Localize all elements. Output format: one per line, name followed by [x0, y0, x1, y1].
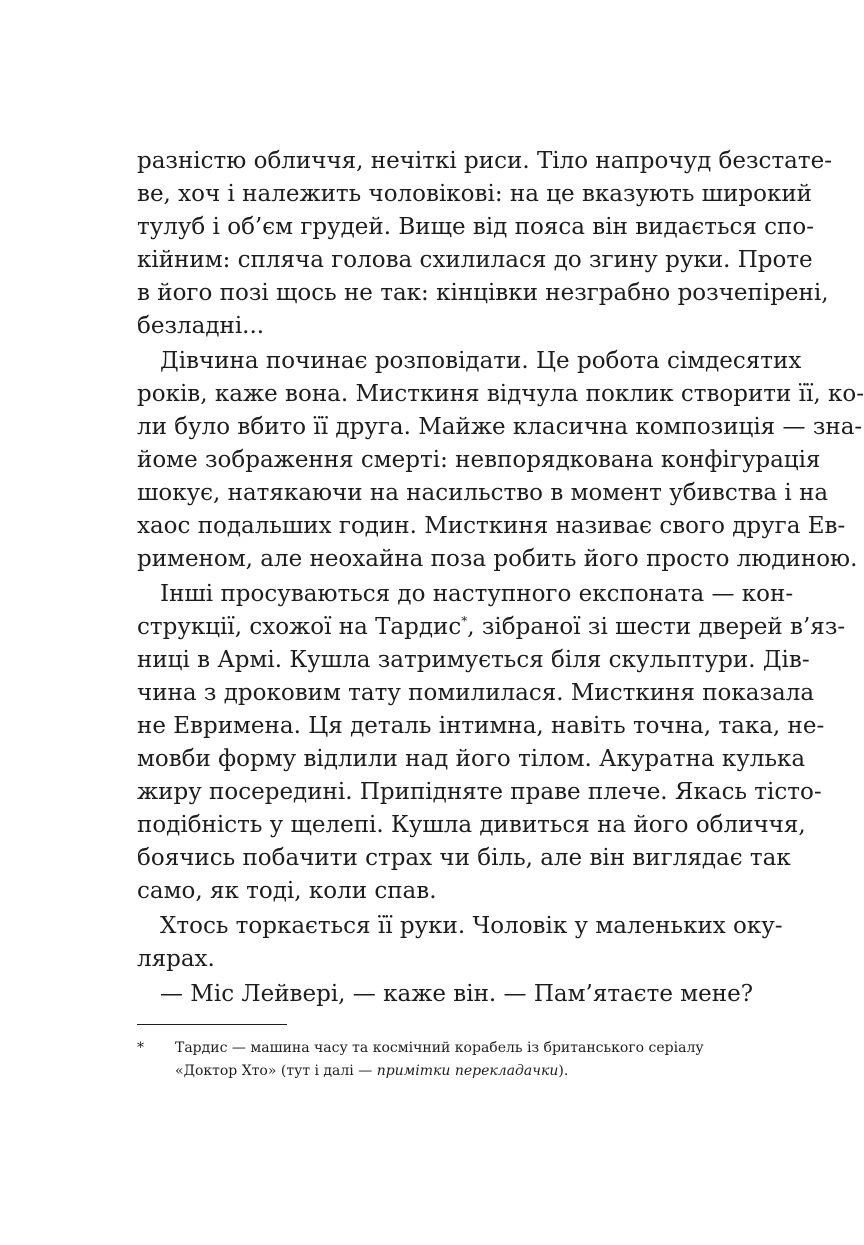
footnote-text: «Доктор Хто» (тут і далі — [175, 1063, 377, 1079]
text-line: мовби форму відлили над його тілом. Акуратна кулька [137, 746, 806, 772]
text-line: ве, хоч і належить чоловікові: на це вказують широкий [137, 181, 812, 207]
text-line: лярах. [137, 946, 215, 972]
text-segment: струкції, схожої на Тардис [137, 614, 462, 640]
text-line: подібність у щелепі. Кушла дивиться на його обличчя, [137, 812, 806, 838]
footnote-reference: * [461, 614, 468, 628]
footnote-text: ). [558, 1063, 569, 1079]
text-line: рименом, але неохайна поза робить його просто людиною. [137, 546, 858, 572]
text-line: не Евримена. Ця деталь інтимна, навіть точна, така, не- [137, 713, 825, 739]
text-line: само, як тоді, коли спав. [137, 878, 437, 904]
text-line: шокує, натякаючи на насильство в момент убивства і на [137, 480, 829, 506]
footnote-line: Тардис — машина часу та космічний корабель із британського серіалу [175, 1040, 704, 1056]
footnote-marker: * [137, 1040, 144, 1056]
text-line: чина з дроковим тату помилилася. Мисткиня показала [137, 680, 815, 706]
footnote-italic-text: примітки перекладачки [376, 1063, 559, 1079]
text-line: безладні... [137, 313, 265, 339]
footnote-divider [137, 1024, 287, 1025]
text-line: Дівчина починає розповідати. Це робота сімдесятих [160, 348, 802, 374]
text-line: років, каже вона. Мисткиня відчула поклик створити її, ко- [137, 381, 864, 407]
footnote-line [175, 1060, 701, 1083]
text-line [137, 612, 846, 642]
text-line: в його позі щось не так: кінцівки незграбно розчепірені, [137, 280, 829, 306]
dialogue-line: — Міс Лейвері, — каже він. — Пам’ятаєте мене? [160, 981, 754, 1007]
text-line: Інші просуваються до наступного експоната — кон- [160, 581, 794, 607]
text-line: разністю обличчя, нечіткі риси. Тіло напрочуд безстате- [137, 148, 832, 174]
text-line: йоме зображення смерті: невпорядкована конфігурація [137, 447, 821, 473]
text-line: хаос подальших годин. Мисткиня називає свого друга Ев- [137, 513, 846, 539]
text-line: тулуб і об’єм грудей. Вище від пояса він видається спо- [137, 214, 815, 240]
text-line: Хтось торкається її руки. Чоловік у маленьких оку- [160, 913, 783, 939]
text-line: кійним: спляча голова схилилася до згину руки. Проте [137, 247, 813, 273]
text-line: ниці в Армі. Кушла затримується біля скульптури. Дів- [137, 647, 810, 673]
text-line: жиру посередині. Припідняте праве плече. Якась тісто- [137, 779, 822, 805]
text-line: боячись побачити страх чи біль, але він виглядає так [137, 845, 791, 871]
text-line: ли було вбито її друга. Майже класична композиція — зна- [137, 414, 863, 440]
text-segment: , зібраної зі шести дверей в’яз- [467, 614, 846, 640]
